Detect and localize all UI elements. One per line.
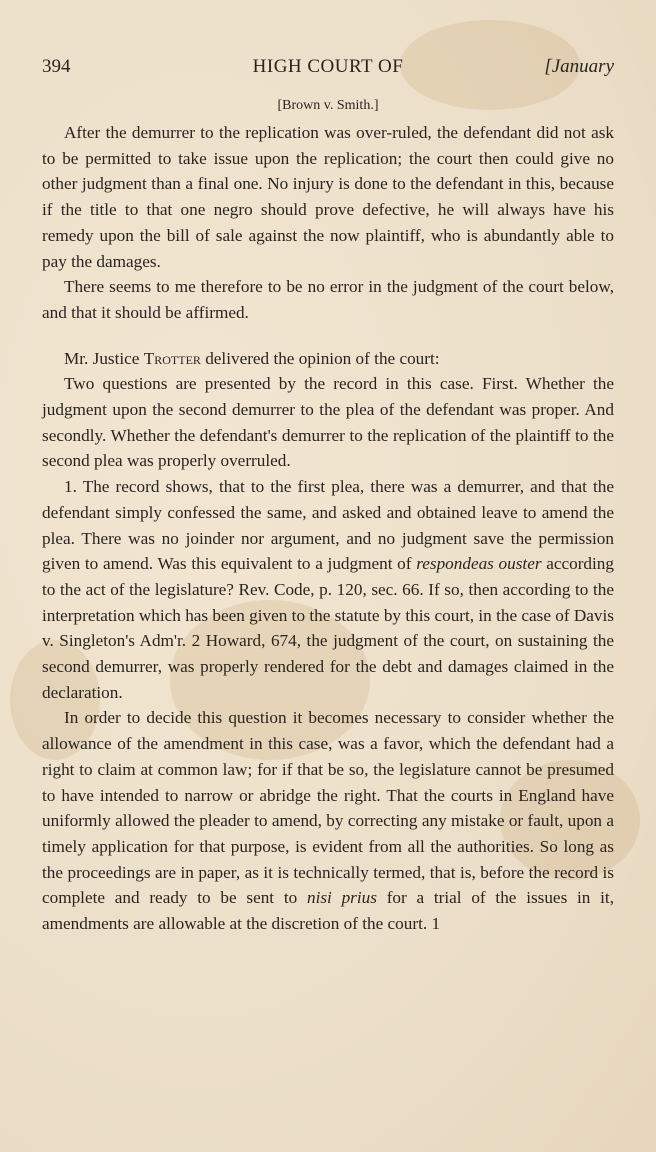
page-header xyxy=(42,56,614,82)
latin-term: respondeas ouster xyxy=(416,554,542,574)
running-date: [January xyxy=(544,56,614,77)
body-text xyxy=(42,120,614,937)
case-reference: [Brown v. Smith.] xyxy=(277,98,379,113)
paragraph: Two questions are presented by the record in this case. First. Whether the judgment upon the second demurrer to the plea of the defendant was proper. And secondly. Whether the defendant's demurrer to the replication of the plaintiff to the second plea was properly overruled. xyxy=(42,374,614,471)
paragraph: Mr. Justice Trotter delivered the opinion of the court: xyxy=(64,348,440,368)
paragraph: After the demurrer to the replication was over-ruled, the defendant did not ask to be permitted to take issue upon the replication; the court then could give no other judgment than a final one. No injury is done to the defendant in this, because if the title to that one negro should prove defective, he will always have his remedy upon the bill of sale against the now plaintiff, who is abundantly able to pay the damages. xyxy=(42,123,614,271)
paragraph: 1. The record shows, that to the first plea, there was a demurrer, and that the defendant simply confessed the same, and asked and obtained leave to amend the plea. There was no joinder nor argument, and no judgment save the permission given to amend. Was this equivalent to a judgment of respondeas ouster according to the act of the legislature? Rev. Code, p. 120, sec. 66. If so, then according to the interpretation which has been given to the statute by this court, in the case of Davis v. Singleton's Adm'r. 2 Howard, 674, the judgment of the court, on sustaining the second demurrer, was properly rendered for the debt and damages claimed in the declaration. xyxy=(42,477,614,702)
page-number: 394 xyxy=(42,56,71,77)
running-title: HIGH COURT OF xyxy=(252,56,404,77)
latin-term: nisi prius xyxy=(306,888,377,908)
paragraph: In order to decide this question it becomes necessary to consider whether the allowance of the amendment in this case, was a favor, which the defendant had a right to claim at common law; for if that be so, the legislature cannot be presumed to have intended to narrow or abridge the right. That the courts in England have uniformly allowed the pleader to amend, by correcting any mistake or fault, upon a timely application for that purpose, is evident from all the authorities. So long as the proceedings are in paper, as it is technically termed, that is, before the record is complete and ready to be sent to nisi prius for a trial of the issues in it, amendments are allowable at the discretion of the court. 1 xyxy=(42,708,614,934)
justice-name: Trotter xyxy=(143,348,201,368)
paragraph: There seems to me therefore to be no error in the judgment of the court below, and that it should be affirmed. xyxy=(42,277,614,322)
